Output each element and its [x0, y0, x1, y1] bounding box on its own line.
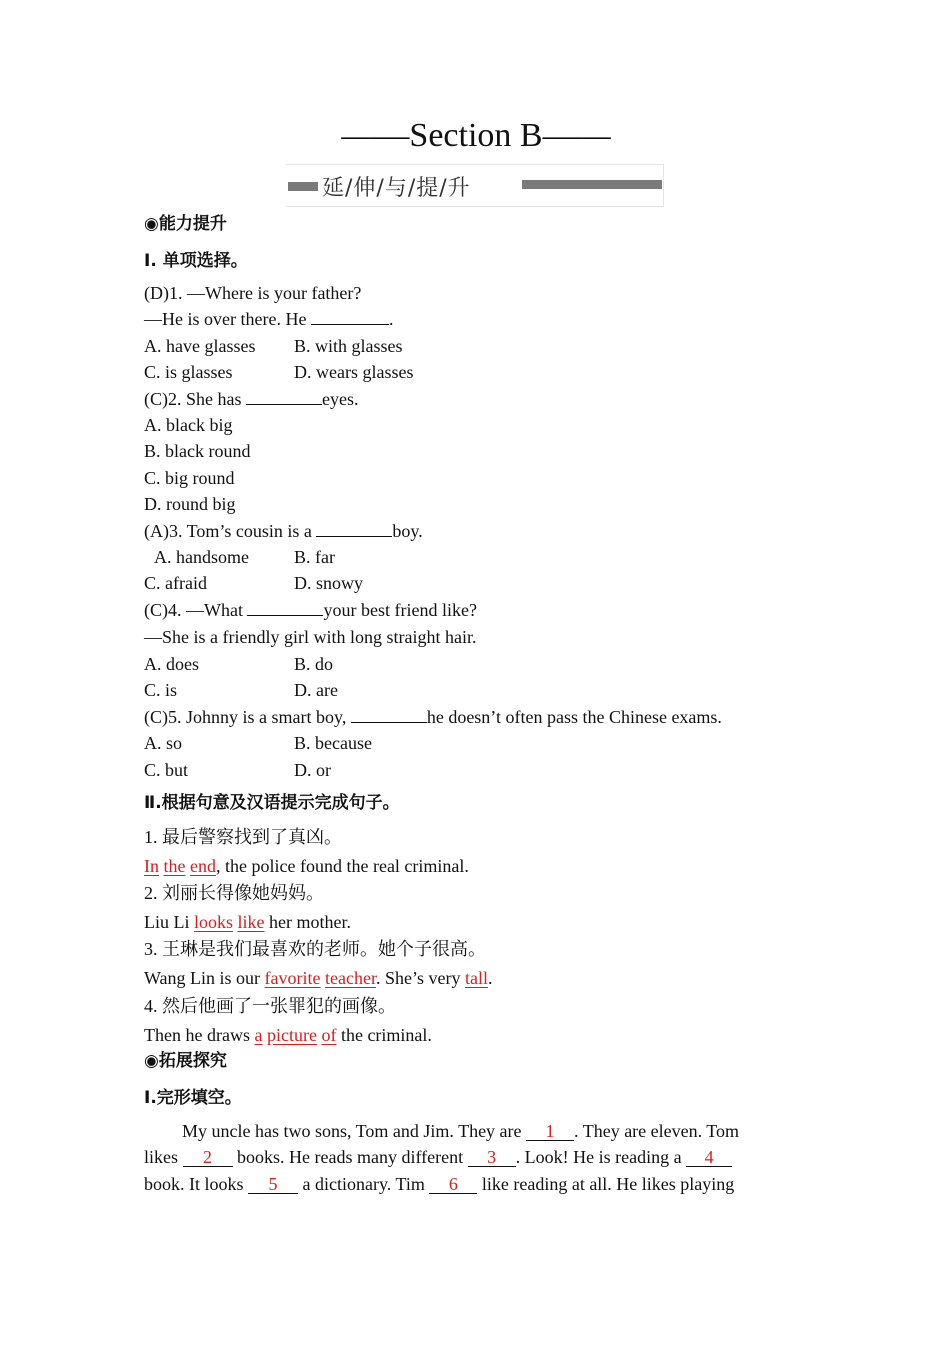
option-a: A. handsome [154, 547, 249, 567]
question-1-options-row2 [144, 359, 414, 385]
sentence-3-answer: Wang Lin is our favorite teacher. She’s very tall. [144, 968, 493, 988]
answer-word: picture [266, 1025, 317, 1045]
option-c: C. is glasses [144, 362, 233, 382]
banner-bar-left [288, 182, 318, 191]
cloze-blank-4[interactable]: 4 [686, 1148, 732, 1167]
question-4-reply: —She is a friendly girl with long straight hair. [144, 627, 477, 647]
sentence-4-answer: Then he draws a picture of the criminal. [144, 1025, 432, 1045]
answer-blank[interactable] [316, 518, 392, 537]
cloze-blank-2[interactable]: 2 [183, 1148, 233, 1167]
cloze-blank-6[interactable]: 6 [429, 1175, 477, 1194]
question-5-stem: (C)5. Johnny is a smart boy, he doesn’t often pass the Chinese exams. [144, 704, 722, 730]
part-heading-cloze: Ⅰ.完形填空。 [144, 1088, 242, 1108]
question-3-options-row2 [144, 570, 364, 596]
answer-blank[interactable] [247, 597, 323, 616]
question-2-option-a: A. black big [144, 415, 233, 435]
option-b: B. do [294, 654, 334, 674]
question-2-stem: (C)2. She has eyes. [144, 386, 358, 412]
question-4-stem: (C)4. —What your best friend like? [144, 597, 477, 623]
question-2-option-d: D. round big [144, 494, 236, 514]
question-4-options-row1 [144, 651, 334, 677]
answer-word: a [254, 1025, 263, 1045]
question-5-options-row1 [144, 730, 372, 756]
answer-word: favorite [264, 968, 321, 988]
option-d: D. are [294, 680, 338, 700]
page-title: ——Section B—— [341, 117, 611, 154]
cloze-line-1: My uncle has two sons, Tom and Jim. They are 1 . They are eleven. Tom [182, 1121, 740, 1141]
answer-blank[interactable] [351, 704, 427, 723]
option-c: C. but [144, 760, 189, 780]
answer-word: like [237, 912, 265, 932]
question-2-option-c: C. big round [144, 468, 235, 488]
question-3-stem: (A)3. Tom’s cousin is a boy. [144, 518, 423, 544]
section-banner [286, 164, 664, 207]
cloze-line-3: book. It looks 5 a dictionary. Tim 6 like reading at all. He likes playing [144, 1174, 735, 1194]
question-3-options-row1 [154, 544, 335, 570]
option-a: A. so [144, 733, 183, 753]
option-c: C. afraid [144, 573, 207, 593]
option-d: D. wears glasses [294, 362, 414, 382]
answer-word: the [163, 856, 186, 876]
sentence-1-answer: In the end, the police found the real criminal. [144, 856, 469, 876]
answer-word: teacher [325, 968, 376, 988]
sentence-2-chinese: 2. 刘丽长得像她妈妈。 [144, 883, 324, 903]
question-5-options-row2 [144, 757, 331, 783]
answer-blank[interactable] [246, 386, 322, 405]
part-heading-single-choice: Ⅰ. 单项选择。 [144, 251, 248, 271]
section-heading-ability: ◉能力提升 [144, 214, 227, 234]
question-2-option-b: B. black round [144, 441, 251, 461]
option-a: A. have glasses [144, 336, 256, 356]
answer-word: looks [194, 912, 234, 932]
answer-word: end [190, 856, 216, 876]
section-heading-extension: ◉拓展探究 [144, 1051, 227, 1071]
answer-word: In [144, 856, 159, 876]
cloze-blank-1[interactable]: 1 [526, 1122, 574, 1141]
question-1-stem: (D)1. —Where is your father? [144, 283, 362, 303]
part-heading-complete-sentences: Ⅱ.根据句意及汉语提示完成句子。 [144, 793, 400, 813]
option-a: A. does [144, 654, 199, 674]
banner-text: 延/伸/与/提/升 [322, 176, 471, 201]
sentence-1-chinese: 1. 最后警察找到了真凶。 [144, 827, 342, 847]
sentence-4-chinese: 4. 然后他画了一张罪犯的画像。 [144, 996, 396, 1016]
sentence-2-answer: Liu Li looks like her mother. [144, 912, 351, 932]
cloze-line-2: likes 2 books. He reads many different 3 . Look! He is reading a 4 [144, 1144, 732, 1170]
cloze-blank-3[interactable]: 3 [468, 1148, 516, 1167]
answer-word: tall [464, 968, 488, 988]
answer-blank[interactable] [311, 306, 389, 325]
question-1-options-row1 [144, 333, 403, 359]
option-d: D. or [294, 760, 331, 780]
option-b: B. because [294, 733, 372, 753]
banner-bar-right [522, 180, 662, 189]
question-1-reply: —He is over there. He . [144, 306, 393, 332]
option-b: B. far [294, 547, 335, 567]
answer-word: of [321, 1025, 337, 1045]
cloze-blank-5[interactable]: 5 [248, 1175, 298, 1194]
option-d: D. snowy [294, 573, 364, 593]
option-c: C. is [144, 680, 178, 700]
question-4-options-row2 [144, 677, 338, 703]
sentence-3-chinese: 3. 王琳是我们最喜欢的老师。她个子很高。 [144, 939, 486, 959]
option-b: B. with glasses [294, 336, 403, 356]
